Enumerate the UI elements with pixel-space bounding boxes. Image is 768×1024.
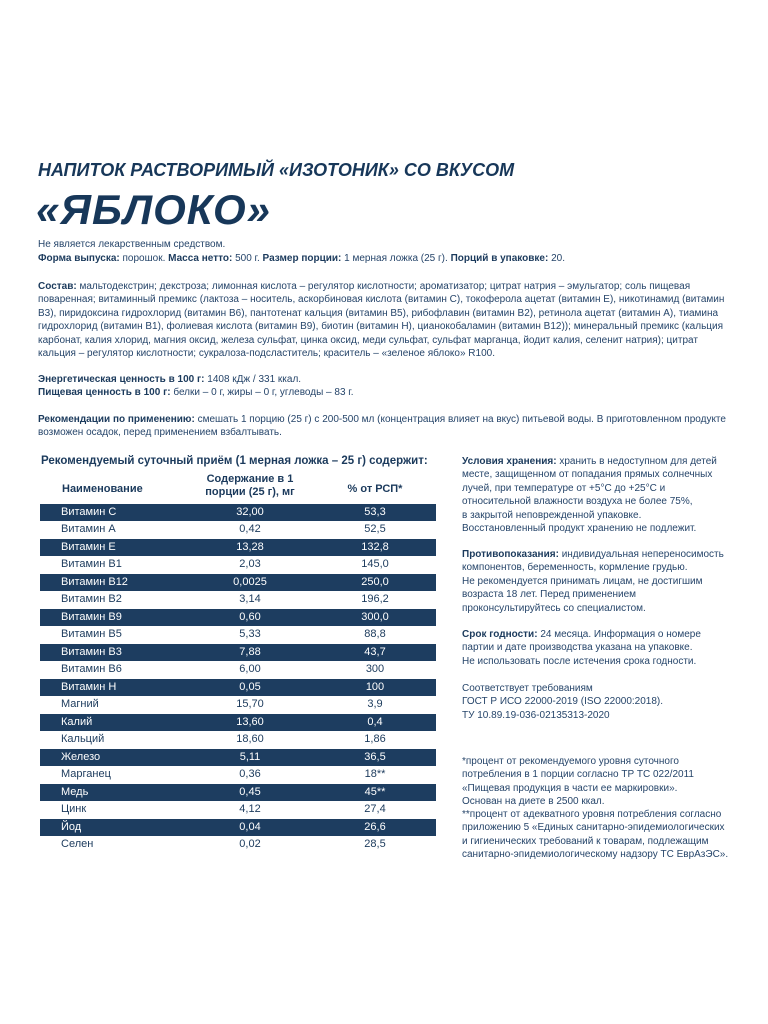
- cell-content: 0,42: [239, 523, 261, 536]
- gost-line: ГОСТ Р ИСО 22000-2019 (ISO 22000:2018).: [462, 696, 664, 708]
- cell-pct: 88,8: [364, 628, 386, 641]
- cell-content: 0,05: [239, 680, 261, 693]
- gost-line: Соответствует требованиям: [462, 683, 593, 694]
- table-header: [40, 472, 435, 502]
- contra-label: Противопоказания:: [462, 549, 559, 560]
- mass-label: Масса нетто:: [168, 253, 233, 264]
- cell-name: Витамин В2: [61, 593, 122, 606]
- footnote-line: **процент от адекватного уровня потребления согласно: [462, 809, 722, 820]
- cell-pct: 26,6: [364, 820, 386, 833]
- food-text: белки – 0 г, жиры – 0 г, углеводы – 83 г.: [170, 387, 354, 398]
- storage-conditions: [462, 455, 738, 535]
- table-title: Рекомендуемый суточный приём (1 мерная ложка – 25 г) содержит:: [41, 455, 428, 467]
- table-row: [40, 749, 436, 766]
- storage-label: Условия хранения:: [462, 456, 557, 467]
- storage-line: месте, защищенном от попадания прямых солнечных: [462, 469, 713, 481]
- gost-line: ТУ 10.89.19-036-02135313-2020: [462, 709, 610, 721]
- cell-pct: 53,3: [364, 506, 386, 518]
- cell-content: 0,02: [239, 838, 261, 851]
- footnote-line: потребления в 1 порции согласно ТР ТС 022/2011: [462, 769, 694, 781]
- storage-line: лучей, при температуре от +5°С до +25°С и: [462, 482, 666, 494]
- nutrition-table: [40, 504, 436, 854]
- cell-name: Калий: [61, 715, 93, 728]
- cell-pct: 28,5: [364, 838, 386, 851]
- shelf-line: 24 месяца. Информация о номере: [537, 629, 701, 640]
- table-row: [40, 714, 436, 731]
- cell-pct: 0,4: [367, 715, 383, 728]
- table-row: [40, 784, 436, 801]
- cell-name: Йод: [61, 820, 82, 833]
- col-header-pct: % от РСП*: [347, 483, 403, 495]
- food-label: Пищевая ценность в 100 г:: [38, 387, 171, 398]
- food-value: [38, 386, 732, 399]
- count-label: Порций в упаковке:: [450, 253, 549, 264]
- contraindications: [462, 548, 738, 615]
- energy-value: [38, 373, 732, 386]
- cell-content: 4,12: [239, 803, 261, 816]
- product-title-line1: НАПИТОК РАСТВОРИМЫЙ «ИЗОТОНИК» СО ВКУСОМ: [38, 160, 515, 180]
- storage-line: хранить в недоступном для детей: [556, 456, 717, 467]
- cell-name: Витамин В1: [61, 558, 122, 571]
- composition-label: Состав:: [38, 281, 77, 292]
- cell-content: 15,70: [236, 698, 264, 711]
- cell-name: Селен: [61, 838, 94, 851]
- cell-content: 0,0025: [233, 575, 267, 588]
- cell-pct: 52,5: [364, 523, 386, 536]
- cell-content: 5,11: [239, 750, 261, 763]
- cell-pct: 300: [365, 663, 385, 676]
- cell-content: 5,33: [239, 628, 261, 641]
- table-row: [40, 731, 436, 748]
- cell-pct: 196,2: [361, 593, 389, 606]
- composition-value: мальтодекстрин; декстроза; лимонная кислота – регулятор кислотности; ароматизатор; цитрат натрия – эмульгатор; соль пищевая поваренная; витаминный премикс (лактоза – носитель, аскорбиновая кислота (витамин С), токоферола ацетат (витамин Е), никотинамид (витамин В3), пиридоксина гидрохлорид (витамин В6), пантотенат кальция (витамин В5), рибофлавин (витамин В2), ретинола ацетат (витамин А), тиамина гидрохлорид (витамин В1), фолиевая кислота (витамин В9), биотин (витамин Н), цианокобаламин (витамин В12)); минеральный премикс (кальция карбонат, калия хлорид, магния оксид, железа сульфат, цинка оксид, меди сульфат, сульфат марганца, йодит калия, селенит натрия); цитрат кальция – регулятор кислотности; сукралоза-подсластитель; краситель – «зеленое яблоко» R100.: [38, 281, 725, 360]
- cell-content: 0,45: [239, 785, 261, 798]
- cell-name: Витамин В9: [61, 610, 122, 623]
- cell-content: 13,28: [236, 540, 264, 553]
- cell-name: Витамин В12: [61, 575, 128, 588]
- table-row: [40, 801, 436, 818]
- contra-line: возраста 18 лет. Перед применением: [462, 589, 637, 601]
- shelf-life: [462, 628, 738, 668]
- cell-pct: 250,0: [361, 575, 389, 588]
- cell-content: 18,60: [236, 733, 264, 746]
- cell-content: 0,60: [239, 610, 261, 623]
- cell-content: 2,03: [239, 558, 261, 571]
- table-row: [40, 574, 436, 591]
- cell-pct: 36,5: [364, 750, 386, 763]
- cell-pct: 18**: [364, 768, 386, 781]
- cell-pct: 100: [365, 680, 385, 693]
- cell-name: Железо: [61, 750, 101, 763]
- cell-content: 13,60: [236, 715, 264, 728]
- portion-value: 1 мерная ложка (25 г).: [341, 253, 451, 264]
- cell-content: 3,14: [239, 593, 261, 606]
- table-row: [40, 644, 436, 661]
- cell-content: 32,00: [236, 506, 264, 518]
- cell-content: 6,00: [239, 663, 261, 676]
- table-row: [40, 539, 436, 556]
- energy-label: Энергетическая ценность в 100 г:: [38, 374, 205, 385]
- cell-content: 7,88: [239, 645, 261, 658]
- contra-line: компонентов, беременность, кормление грудью.: [462, 562, 688, 574]
- portion-label: Размер порции:: [262, 253, 342, 264]
- cell-name: Цинк: [61, 803, 87, 816]
- table-row: [40, 679, 436, 696]
- footnote-adequate: [462, 808, 738, 862]
- table-row: [40, 521, 436, 538]
- cell-name: Марганец: [61, 768, 111, 781]
- col-header-content: [190, 473, 310, 499]
- cell-content: 0,36: [239, 768, 261, 781]
- storage-line: в закрытой неповрежденной упаковке.: [462, 509, 642, 521]
- cell-pct: 1,86: [364, 733, 386, 746]
- form-value: порошок.: [119, 253, 169, 264]
- form-label: Форма выпуска:: [38, 253, 120, 264]
- cell-name: Витамин Е: [61, 540, 116, 553]
- col-header-content-line2: порции (25 г), мг: [205, 486, 295, 498]
- footnote-line: *процент от рекомендуемого уровня суточного: [462, 756, 679, 767]
- cell-name: Витамин Н: [61, 680, 117, 693]
- footnote-line: санитарно-эпидемиологическому надзору ТС ЕврАзЭС».: [462, 849, 729, 861]
- table-row: [40, 696, 436, 713]
- table-row: [40, 504, 436, 521]
- form-info: [38, 252, 732, 265]
- count-value: 20.: [548, 253, 565, 264]
- cell-content: 0,04: [239, 820, 261, 833]
- table-row: [40, 626, 436, 643]
- standards-compliance: [462, 682, 738, 722]
- table-row: [40, 836, 436, 853]
- energy-text: 1408 кДж / 331 ккал.: [204, 374, 302, 385]
- cell-name: Витамин В6: [61, 663, 122, 676]
- footnote-line: «Пищевая продукция в части ее маркировки».: [462, 782, 678, 794]
- product-title-flavor: «ЯБЛОКО»: [36, 186, 272, 233]
- cell-pct: 45**: [364, 785, 386, 798]
- composition: [38, 280, 732, 360]
- rec-label: Рекомендации по применению:: [38, 414, 195, 425]
- not-drug-notice: Не является лекарственным средством.: [38, 239, 226, 250]
- footnote-line: и гигиенических требований к товарам, подлежащим: [462, 835, 709, 847]
- cell-pct: 3,9: [367, 698, 383, 711]
- cell-pct: 300,0: [361, 610, 389, 623]
- shelf-line: партии и дате производства указана на упаковке.: [462, 642, 693, 654]
- shelf-line: Не использовать после истечения срока годности.: [462, 655, 697, 667]
- contra-line: Не рекомендуется принимать лицам, не достигшим: [462, 575, 703, 587]
- table-row: [40, 609, 436, 626]
- contra-line: проконсультируйтесь со специалистом.: [462, 602, 646, 614]
- contra-line: индивидуальная непереносимость: [558, 549, 724, 560]
- cell-name: Витамин С: [61, 506, 117, 518]
- cell-pct: 132,8: [361, 540, 389, 553]
- mass-value: 500 г.: [232, 253, 263, 264]
- shelf-label: Срок годности:: [462, 629, 538, 640]
- table-row: [40, 591, 436, 608]
- table-row: [40, 819, 436, 836]
- cell-name: Кальций: [61, 733, 105, 746]
- recommendations: [38, 413, 732, 440]
- footnote-line: приложению 5 «Единых санитарно-эпидемиологических: [462, 822, 725, 834]
- cell-pct: 145,0: [361, 558, 389, 571]
- cell-name: Витамин В5: [61, 628, 122, 641]
- col-header-content-line1: Содержание в 1: [206, 473, 294, 485]
- col-header-name: Наименование: [62, 483, 143, 495]
- cell-name: Витамин А: [61, 523, 116, 536]
- table-row: [40, 661, 436, 678]
- cell-pct: 27,4: [364, 803, 386, 816]
- cell-name: Витамин В3: [61, 645, 122, 658]
- rec-text: смешать 1 порцию (25 г) с 200-500 мл (концентрация влияет на вкус) питьевой воды. В приготовленном продукте возможен осадок, перед применением взбалтывать.: [38, 414, 726, 439]
- table-row: [40, 766, 436, 783]
- cell-pct: 43,7: [364, 645, 386, 658]
- cell-name: Медь: [61, 785, 89, 798]
- storage-line: Восстановленный продукт хранению не подлежит.: [462, 523, 697, 535]
- storage-line: относительной влажности воздуха не более 75%,: [462, 496, 693, 508]
- cell-name: Магний: [61, 698, 99, 711]
- footnote-line: Основан на диете в 2500 ккал.: [462, 796, 605, 808]
- footnote-rsp: [462, 755, 738, 809]
- table-row: [40, 556, 436, 573]
